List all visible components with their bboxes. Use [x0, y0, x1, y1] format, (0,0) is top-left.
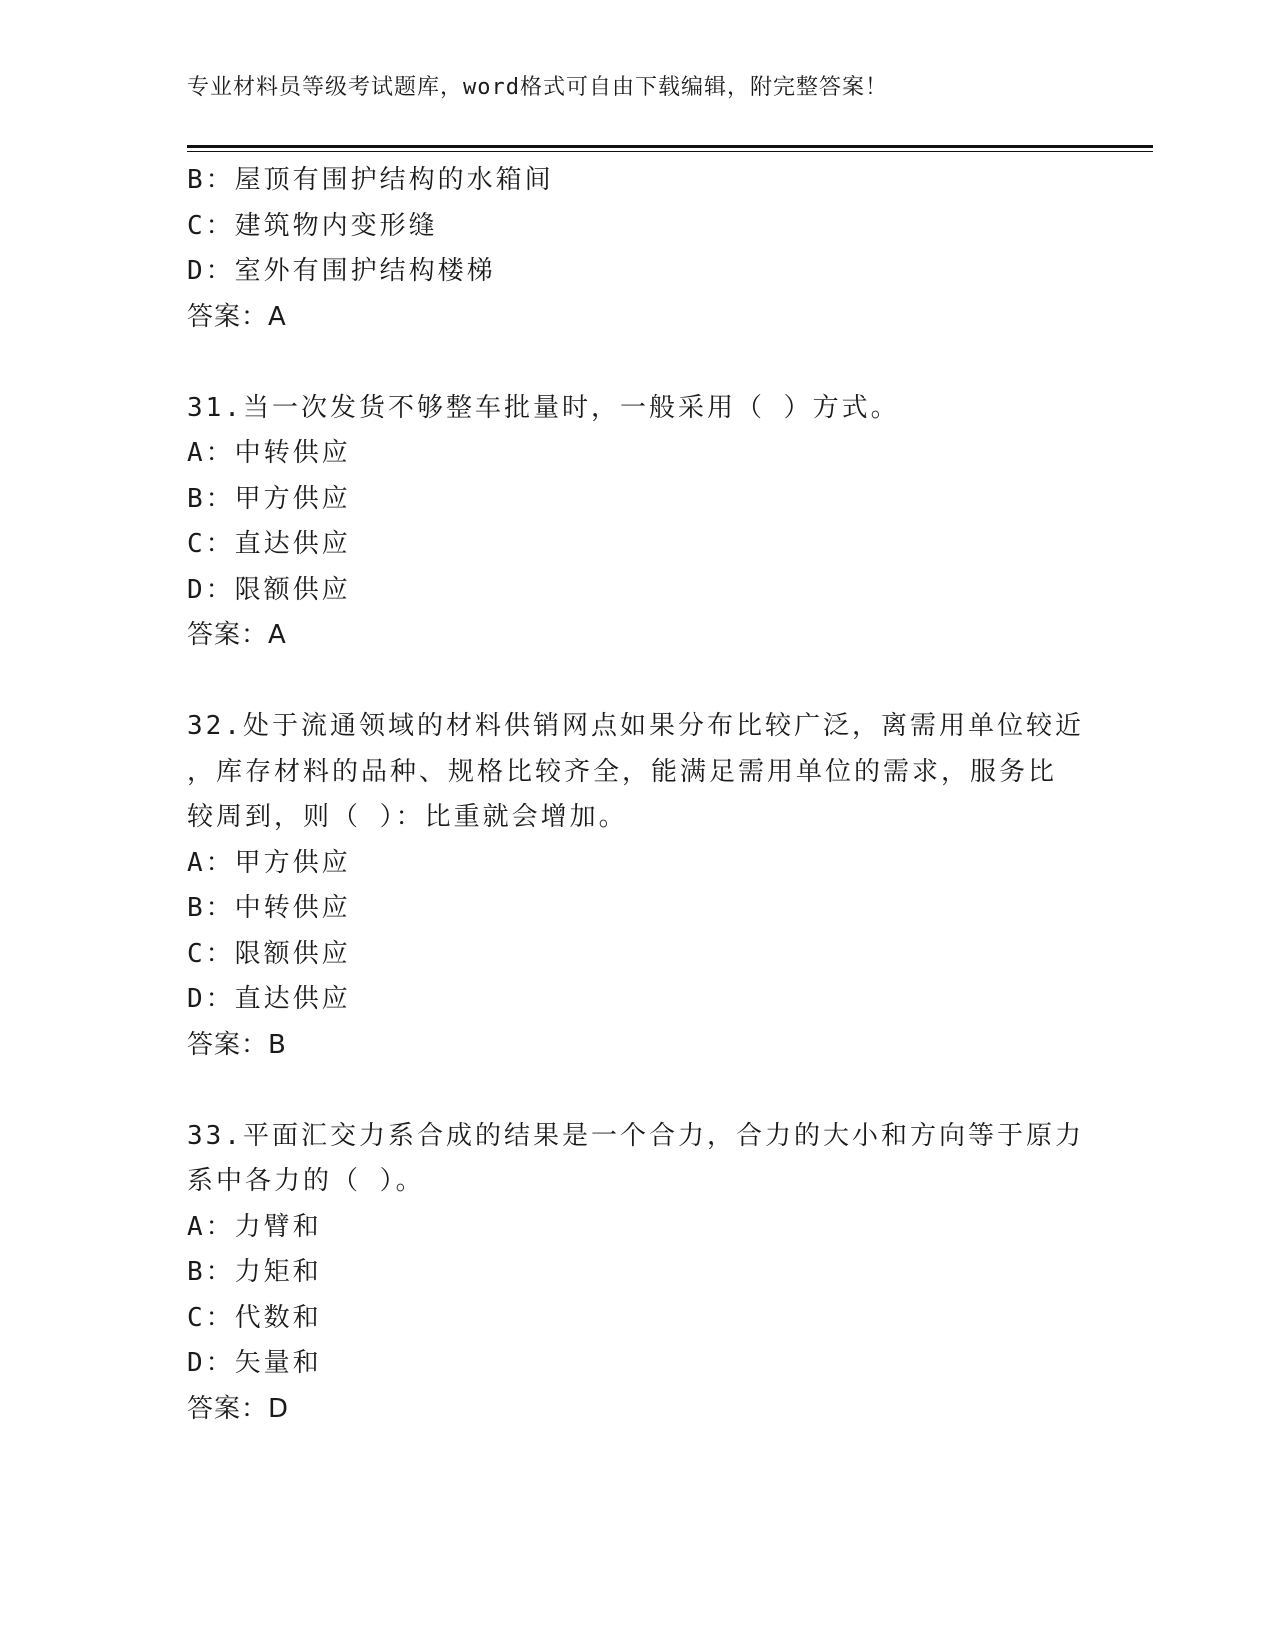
- option-c: C：直达供应: [187, 529, 351, 559]
- option-a: A：甲方供应: [187, 847, 351, 878]
- option-d: D：直达供应: [187, 984, 351, 1014]
- question-text: 32.处于流通领域的材料供销网点如果分布比较广泛，离需用单位较近: [187, 711, 1084, 741]
- option-c: C：建筑物内变形缝: [187, 210, 438, 241]
- option-b: B：中转供应: [187, 893, 351, 923]
- option-a: A：力臂和: [187, 1211, 322, 1242]
- answer-line: 答案：B: [187, 1029, 287, 1060]
- page-header: 专业材料员等级考试题库，word格式可自由下载编辑，附完整答案！: [187, 75, 888, 100]
- header-rule-thick: [187, 145, 1153, 148]
- question-list: [187, 158, 1087, 1432]
- option-d: D：限额供应: [187, 574, 351, 605]
- option-d: D：矢量和: [187, 1348, 322, 1378]
- option-b: B：力矩和: [187, 1257, 322, 1287]
- option-b: B：甲方供应: [187, 483, 351, 514]
- option-b: B：屋顶有围护结构的水箱间: [187, 165, 554, 195]
- option-d: D：室外有围护结构楼梯: [187, 256, 496, 286]
- option-a: A：中转供应: [187, 438, 351, 468]
- question-text: 33.平面汇交力系合成的结果是一个合力，合力的大小和方向等于原力: [187, 1120, 1084, 1151]
- answer-line: 答案：A: [187, 301, 287, 332]
- question-text: ，库存材料的品种、规格比较齐全，能满足需用单位的需求，服务比: [187, 756, 1058, 787]
- header-rule-thin: [187, 151, 1153, 152]
- option-c: C：代数和: [187, 1302, 322, 1333]
- question-text: 系中各力的（ ）。: [187, 1166, 425, 1196]
- option-c: C：限额供应: [187, 938, 351, 969]
- question-text: 31.当一次发货不够整车批量时，一般采用（ ）方式。: [187, 392, 900, 423]
- answer-line: 答案：D: [187, 1393, 290, 1424]
- answer-line: 答案：A: [187, 620, 287, 650]
- question-text: 较周到，则（ ）：比重就会增加。: [187, 802, 628, 832]
